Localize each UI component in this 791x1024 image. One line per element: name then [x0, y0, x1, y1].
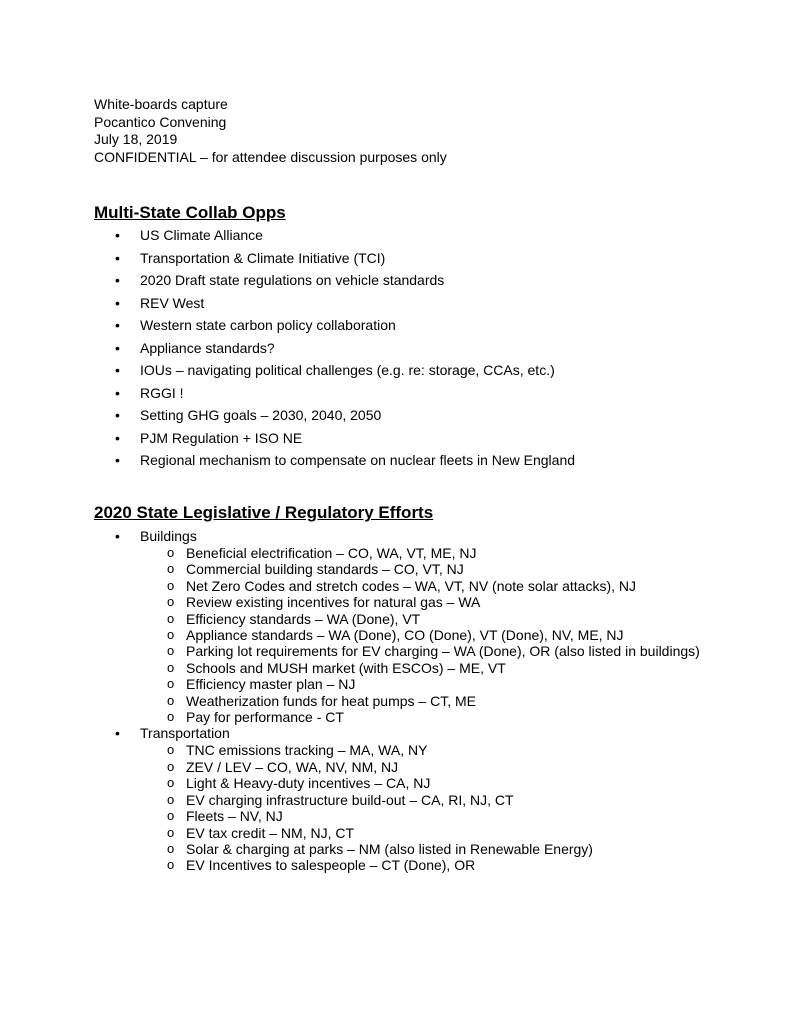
header-line-event: Pocantico Convening: [94, 113, 227, 130]
sub-list-item: o Pay for performance - CT: [94, 709, 706, 725]
list-item: • REV West: [94, 295, 575, 312]
multistate-list: [94, 227, 575, 475]
legislative-list: [94, 528, 706, 874]
sub-list-item: o Commercial building standards – CO, VT, NJ: [94, 561, 706, 577]
category-label: Transportation: [140, 725, 230, 742]
sub-list-item: o Beneficial electrification – CO, WA, VT, ME, NJ: [94, 545, 706, 561]
sub-list-item: o Parking lot requirements for EV charging – WA (Done), OR (also listed in buildings): [94, 643, 706, 659]
sub-list-item: o EV Incentives to salespeople – CT (Done), OR: [94, 857, 706, 873]
sub-list-item: o Efficiency standards – WA (Done), VT: [94, 611, 706, 627]
list-item: • Appliance standards?: [94, 340, 575, 357]
header-line-confidential: CONFIDENTIAL – for attendee discussion purposes only: [94, 148, 447, 165]
category-transportation: [94, 725, 706, 873]
sub-list-item: o Schools and MUSH market (with ESCOs) – ME, VT: [94, 660, 706, 676]
category-buildings: [94, 528, 706, 725]
list-item: • RGGI !: [94, 385, 575, 402]
sub-list-item: o Net Zero Codes and stretch codes – WA, VT, NV (note solar attacks), NJ: [94, 578, 706, 594]
list-item: • US Climate Alliance: [94, 227, 575, 244]
sub-list-item: o EV charging infrastructure build-out – CA, RI, NJ, CT: [94, 792, 706, 808]
list-item: • Regional mechanism to compensate on nuclear fleets in New England: [94, 452, 575, 469]
sub-list-item: o EV tax credit – NM, NJ, CT: [94, 825, 706, 841]
header-line-date: July 18, 2019: [94, 131, 178, 148]
sub-list-item: o Solar & charging at parks – NM (also listed in Renewable Energy): [94, 841, 706, 857]
list-item: • PJM Regulation + ISO NE: [94, 430, 575, 447]
buildings-sublist: [140, 545, 706, 725]
list-item: • Western state carbon policy collaboration: [94, 317, 575, 334]
section-heading-legislative: 2020 State Legislative / Regulatory Efforts: [94, 503, 434, 522]
sub-list-item: o Light & Heavy-duty incentives – CA, NJ: [94, 775, 706, 791]
list-item: • Transportation & Climate Initiative (TCI): [94, 250, 575, 267]
sub-list-item: o TNC emissions tracking – MA, WA, NY: [94, 742, 706, 758]
sub-list-item: o Fleets – NV, NJ: [94, 808, 706, 824]
header-line-title: White-boards capture: [94, 96, 228, 112]
sub-list-item: o Weatherization funds for heat pumps – CT, ME: [94, 693, 706, 709]
list-item: • IOUs – navigating political challenges (e.g. re: storage, CCAs, etc.): [94, 362, 575, 379]
sub-list-item: o Review existing incentives for natural gas – WA: [94, 594, 706, 610]
list-item: • Setting GHG goals – 2030, 2040, 2050: [94, 407, 575, 424]
sub-list-item: o Efficiency master plan – NJ: [94, 676, 706, 692]
category-label: Buildings: [140, 528, 197, 544]
document-header: [94, 96, 447, 166]
transportation-sublist: [140, 742, 706, 873]
list-item: • 2020 Draft state regulations on vehicle standards: [94, 272, 575, 289]
section-heading-multistate: Multi-State Collab Opps: [94, 203, 286, 222]
sub-list-item: o Appliance standards – WA (Done), CO (Done), VT (Done), NV, ME, NJ: [94, 627, 706, 643]
sub-list-item: o ZEV / LEV – CO, WA, NV, NM, NJ: [94, 759, 706, 775]
